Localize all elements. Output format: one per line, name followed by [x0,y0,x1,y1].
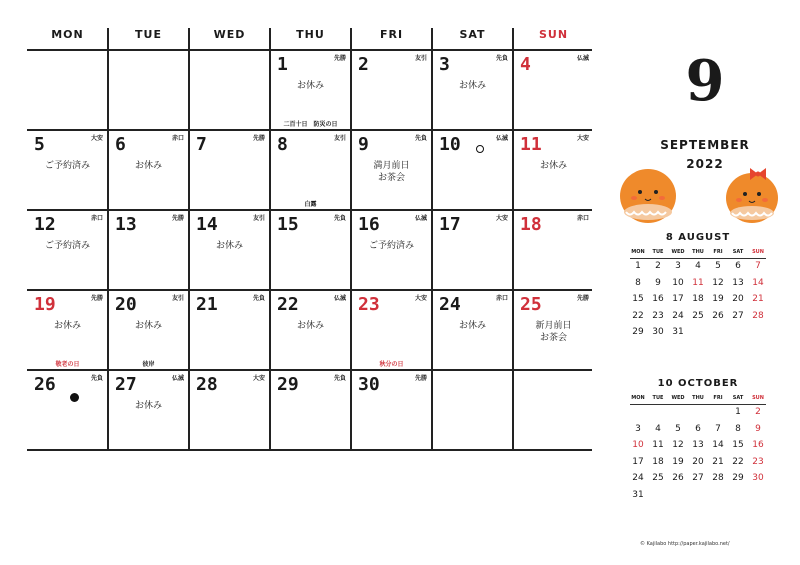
mini-day: 1 [635,261,641,271]
day-number: 25 [520,294,542,315]
day-number: 3 [439,54,450,75]
mini-day: 6 [735,261,741,271]
mini-day: 18 [692,294,704,304]
mini-weekday-fri: FRI [713,249,723,255]
mini-calendar-title: 10 OCTOBER [657,378,739,389]
day-number: 24 [439,294,461,315]
day-number: 2 [358,54,369,75]
holiday-label: 彼岸 [142,361,155,368]
weekday-header-sun: SUN [538,28,569,41]
month-number: 9 [685,48,725,114]
day-cell-13[interactable] [108,210,189,290]
mini-day: 23 [752,456,764,467]
day-note: ご予約済み [44,161,90,171]
mini-day: 20 [692,456,704,467]
day-number: 7 [196,134,207,155]
mini-weekday-wed: WED [671,395,685,401]
day-cell-27[interactable] [108,370,189,450]
day-number: 23 [358,294,380,315]
rokuyo-label: 仏滅 [171,375,184,382]
day-cell-5[interactable] [27,130,108,210]
mini-weekday-sat: SAT [732,249,744,255]
mini-day: 19 [712,294,724,304]
mini-day: 16 [652,294,664,304]
mini-weekday-thu: THU [692,395,704,401]
mini-day: 4 [655,423,661,434]
mini-divider [630,404,766,405]
day-cell-26[interactable] [27,370,108,450]
weekday-header-thu: THU [296,28,325,41]
day-number: 8 [277,134,288,155]
mini-weekday-tue: TUE [652,249,664,255]
day-number: 26 [34,374,56,395]
mini-day: 25 [652,473,664,483]
day-number: 29 [277,374,299,395]
bun-right-with-ribbon [726,168,778,223]
mini-calendar-october [628,378,768,510]
rokuyo-label: 赤口 [171,135,184,142]
rokuyo-label: 仏滅 [414,215,427,222]
day-note: ご予約済み [368,241,414,251]
mini-day: 9 [755,423,761,434]
mini-day: 5 [715,261,721,271]
mini-day: 24 [672,310,684,321]
mini-day: 8 [735,423,741,434]
day-cell-10[interactable] [432,130,513,210]
day-number: 21 [196,294,218,315]
day-cell-22[interactable] [270,290,351,370]
mini-day: 17 [632,456,644,467]
day-number: 19 [34,294,56,315]
day-number: 13 [115,214,137,235]
rokuyo-label: 赤口 [576,215,589,222]
holiday-label: 白露 [304,201,317,208]
day-cell-28[interactable] [189,370,270,450]
mini-weekday-sun: SUN [752,395,764,401]
day-cell-4[interactable] [513,50,594,130]
day-number: 4 [520,54,531,75]
mini-day: 10 [632,440,644,450]
day-note: お休み [215,241,243,251]
day-note: お休み [458,81,486,91]
rokuyo-label: 仏滅 [576,55,589,62]
mini-day: 31 [632,489,644,500]
mini-weekday-tue: TUE [652,395,664,401]
weekday-header-tue: TUE [135,28,162,41]
mini-calendar-title: 8 AUGUST [665,232,731,243]
mini-day: 2 [655,261,661,271]
mini-day: 31 [672,327,684,337]
mini-day: 26 [672,473,684,483]
rokuyo-label: 先勝 [252,135,265,142]
rokuyo-label: 仏滅 [333,295,346,302]
day-cell-2[interactable] [351,50,432,130]
rokuyo-label: 先勝 [333,55,346,62]
day-number: 16 [358,214,380,235]
weekday-header-wed: WED [213,28,246,41]
rokuyo-label: 先勝 [171,215,184,222]
mini-day: 16 [752,440,764,450]
rokuyo-label: 友引 [171,295,184,302]
mini-weekday-fri: FRI [713,395,723,401]
day-cell-30[interactable] [351,370,432,450]
day-cell-19[interactable] [27,290,108,370]
mini-weekday-mon: MON [631,249,645,255]
mini-weekday-mon: MON [631,395,645,401]
rokuyo-label: 先負 [495,55,508,62]
rokuyo-label: 大安 [495,215,508,222]
day-number: 28 [196,374,218,395]
day-number: 11 [520,134,542,155]
rokuyo-label: 先勝 [90,295,103,302]
mini-day: 29 [732,473,744,483]
rokuyo-label: 友引 [414,55,427,62]
day-cell-6[interactable] [108,130,189,210]
day-cell-23[interactable] [351,290,432,370]
day-cell-18[interactable] [513,210,594,290]
mini-day: 21 [712,456,724,467]
day-note: お休み [539,161,567,171]
day-cell-14[interactable] [189,210,270,290]
mini-day: 4 [695,261,701,271]
rokuyo-label: 先負 [90,375,103,382]
mini-day: 20 [732,294,744,304]
holiday-label: 二百十日 防災の日 [283,121,338,128]
rokuyo-label: 先勝 [414,375,427,382]
holiday-label: 敬老の日 [55,361,80,368]
day-note: お休み [296,321,324,331]
mini-weekday-wed: WED [671,249,685,255]
day-cell-7[interactable] [189,130,270,210]
month-grid [27,28,592,461]
mini-day: 18 [652,456,664,467]
day-number: 6 [115,134,126,155]
mini-day: 27 [692,473,704,483]
mini-day: 11 [692,277,704,288]
mini-day: 1 [735,407,741,417]
rokuyo-label: 先勝 [576,295,589,302]
mini-day: 7 [715,423,721,434]
mini-day: 8 [635,277,641,288]
day-cell-12[interactable] [27,210,108,290]
day-number: 22 [277,294,299,315]
mini-day: 13 [732,277,744,288]
mini-day: 13 [692,440,704,450]
month-name: SEPTEMBER [660,138,750,152]
rokuyo-label: 大安 [252,375,265,382]
weekday-header-fri: FRI [379,28,404,41]
holiday-label: 秋分の日 [379,361,404,368]
day-note: ご予約済み [44,241,90,251]
mini-day: 17 [672,294,684,304]
mini-divider [630,258,766,259]
credit-footer: © Kajilabo http://paper.kajilabo.net/ [640,541,730,547]
mini-day: 14 [752,277,764,288]
mini-day: 22 [732,456,744,467]
day-note: お休み [53,321,81,331]
day-cell-24[interactable] [432,290,513,370]
weekday-header-mon: MON [51,28,84,41]
bun-characters-illustration [612,162,784,232]
mini-day: 21 [752,294,764,304]
mini-day: 2 [755,407,761,417]
mini-weekday-sat: SAT [732,395,744,401]
rokuyo-label: 仏滅 [495,135,508,142]
mini-day: 19 [672,456,684,467]
day-number: 20 [115,294,137,315]
day-cell-3[interactable] [432,50,513,130]
rokuyo-label: 大安 [576,135,589,142]
day-number: 15 [277,214,299,235]
day-cell-21[interactable] [189,290,270,370]
mini-day: 30 [652,327,664,337]
mini-day: 30 [752,473,764,483]
day-cell-15[interactable] [270,210,351,290]
day-number: 5 [34,134,45,155]
rokuyo-label: 先負 [252,295,265,302]
day-number: 9 [358,134,369,155]
day-number: 14 [196,214,218,235]
rokuyo-label: 先負 [333,375,346,382]
day-cell-16[interactable] [351,210,432,290]
mini-day: 5 [675,423,681,434]
mini-day: 28 [712,473,724,483]
day-cell-11[interactable] [513,130,594,210]
mini-day: 29 [632,327,644,337]
rokuyo-label: 大安 [414,295,427,302]
mini-weekday-sun: SUN [752,249,764,255]
mini-day: 22 [632,310,644,321]
mini-day: 7 [755,261,761,271]
rokuyo-label: 先負 [333,215,346,222]
day-note: 満月前日 お茶会 [373,161,410,183]
rokuyo-label: 友引 [252,215,265,222]
day-note: お休み [134,401,162,411]
day-cell-8[interactable] [270,130,351,210]
new-moon-icon [70,393,79,402]
mini-day: 28 [752,310,764,321]
mini-day: 23 [652,310,664,321]
mini-day: 11 [652,440,664,450]
day-number: 18 [520,214,542,235]
day-cell-9[interactable] [351,130,432,210]
day-number: 27 [115,374,137,395]
day-number: 17 [439,214,461,235]
mini-day: 24 [632,473,644,483]
day-number: 12 [34,214,56,235]
day-number: 1 [277,54,288,75]
day-note: 新月前日 お茶会 [535,321,572,343]
rokuyo-label: 赤口 [495,295,508,302]
mini-day: 25 [692,310,704,321]
day-note: お休み [458,321,486,331]
day-cell-17[interactable] [432,210,513,290]
day-cell-29[interactable] [270,370,351,450]
year-label: 2022 [686,157,724,171]
mini-calendar-august [628,232,768,342]
mini-day: 6 [695,423,701,434]
day-number: 10 [439,134,461,155]
day-note: お休み [296,81,324,91]
day-cell-25[interactable] [513,290,594,370]
mini-day: 9 [655,277,661,288]
mini-day: 15 [732,440,744,450]
day-cell-1[interactable] [270,50,351,130]
weekday-header-sat: SAT [459,28,486,41]
bun-left [620,169,676,223]
mini-day: 14 [712,440,724,450]
mini-day: 26 [712,310,724,321]
rokuyo-label: 友引 [333,135,346,142]
rokuyo-label: 赤口 [90,215,103,222]
mini-day: 27 [732,310,744,321]
mini-day: 12 [672,440,684,450]
day-note: お休み [134,161,162,171]
day-cell-20[interactable] [108,290,189,370]
day-number: 30 [358,374,380,395]
full-moon-icon [476,145,484,153]
rokuyo-label: 先負 [414,135,427,142]
mini-weekday-thu: THU [692,249,704,255]
mini-day: 12 [712,277,724,288]
mini-day: 3 [675,261,681,271]
day-note: お休み [134,321,162,331]
mini-day: 3 [635,423,641,434]
mini-day: 10 [672,277,684,288]
mini-day: 15 [632,294,644,304]
rokuyo-label: 大安 [90,135,103,142]
